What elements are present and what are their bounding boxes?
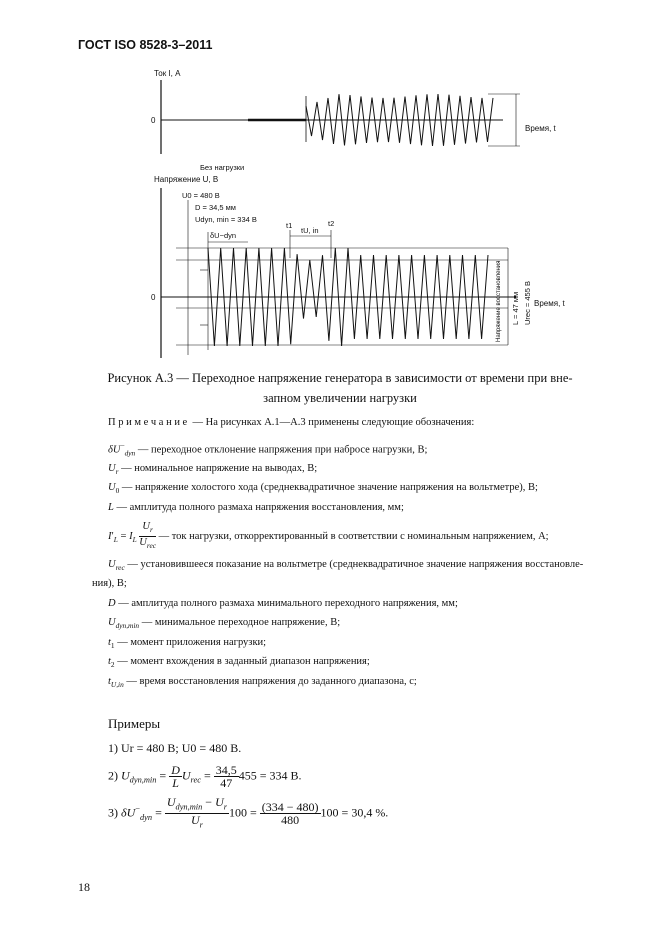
note-6-cont: ния), В; [92,578,127,589]
notes-block [108,416,628,430]
note-10: $t_2$ — момент вхождения в заданный диапазон напряжения; [108,656,370,670]
document-header: ГОСТ ISO 8528-3–2011 [78,38,213,52]
urec-label: Urec = 455 В [523,281,532,325]
note-4: L — амплитуда полного размаха напряжения восстановления, мм; [108,502,404,513]
voltage-x-label: Время, t [534,299,565,308]
note-2: $U_r$ — номинальное напряжение на выводах, В; [108,463,318,477]
current-x-label: Время, t [525,124,556,133]
tuin-label: tU, in [301,226,319,235]
examples-title: Примеры [108,716,161,731]
voltage-y-label: Напряжение U, В [154,175,219,184]
note-9: $t_1$ — момент приложения нагрузки; [108,637,267,651]
current-y-label: Ток I, А [154,69,181,78]
note-8: $U_{dyn,min}$ — минимальное переходное напряжение, В; [108,617,341,631]
figure-caption [90,368,590,408]
note-3: $U_0$ — напряжение холостого хода (среднеквадратичное значение напряжения на вольтметре), В; [108,482,538,496]
current-chart [148,62,588,154]
note-5: $I'_L = I_L$ $\frac{U_r}{U_{rec}}$ — ток нагрузки, откорректированный в соответствии с номинальным напряжением, А; [108,521,549,551]
delta-udyn-label: δU−dyn [210,231,237,240]
udyn-label: Udyn, min = 334 В [195,215,257,224]
page-number: 18 [78,880,90,894]
note-6: $U_{rec}$ — установившееся показание на вольтметре (среднеквадратичное значение напряжения восстановле- [108,559,584,573]
t1-label: t1 [286,221,293,230]
example-1: 1) Ur = 480 В; U0 = 480 В. [108,741,242,755]
current-zero: 0 [151,116,156,125]
note-7: D — амплитуда полного размаха минимального переходного напряжения, мм; [108,598,458,609]
recovery-label: Напряжение восстановления [496,260,502,342]
t2-label: t2 [328,219,335,228]
l-label: L = 47 мм [511,291,520,325]
caption-line-1: Рисунок А.3 — Переходное напряжение генератора в зависимости от времени при вне- [107,371,573,385]
d-label: D = 34,5 мм [195,203,236,212]
u0-label: U0 = 480 В [182,191,220,200]
caption-line-2: запном увеличении нагрузки [263,391,417,405]
voltage-zero: 0 [151,293,156,302]
note-11: $t_{U,in}$ — время восстановления напряжения до заданного диапазона, с; [108,676,417,690]
no-load-label: Без нагрузки [200,163,245,172]
voltage-chart [148,160,588,365]
example-3: 3) $\delta U^-_{dyn}$ = $\frac{U_{dyn,min} - U_r}{U_r}$ 100 = $\frac{(334 - 480)}{480}$ 100 = 30,4 %. [108,795,389,830]
note-intro: П р и м е ч а н и е — На рисунках А.1—А.3 применены следующие обозначения: [108,417,475,428]
note-1: $\delta U^-_{dyn}$ — переходное отклонение напряжения при набросе нагрузки, В; [108,441,428,458]
example-2: 2) $U_{dyn,min}$ = $\frac{D}{L}$ $U_{rec}$ = $\frac{34,5}{47}$ 455 = 334 В. [108,763,302,790]
